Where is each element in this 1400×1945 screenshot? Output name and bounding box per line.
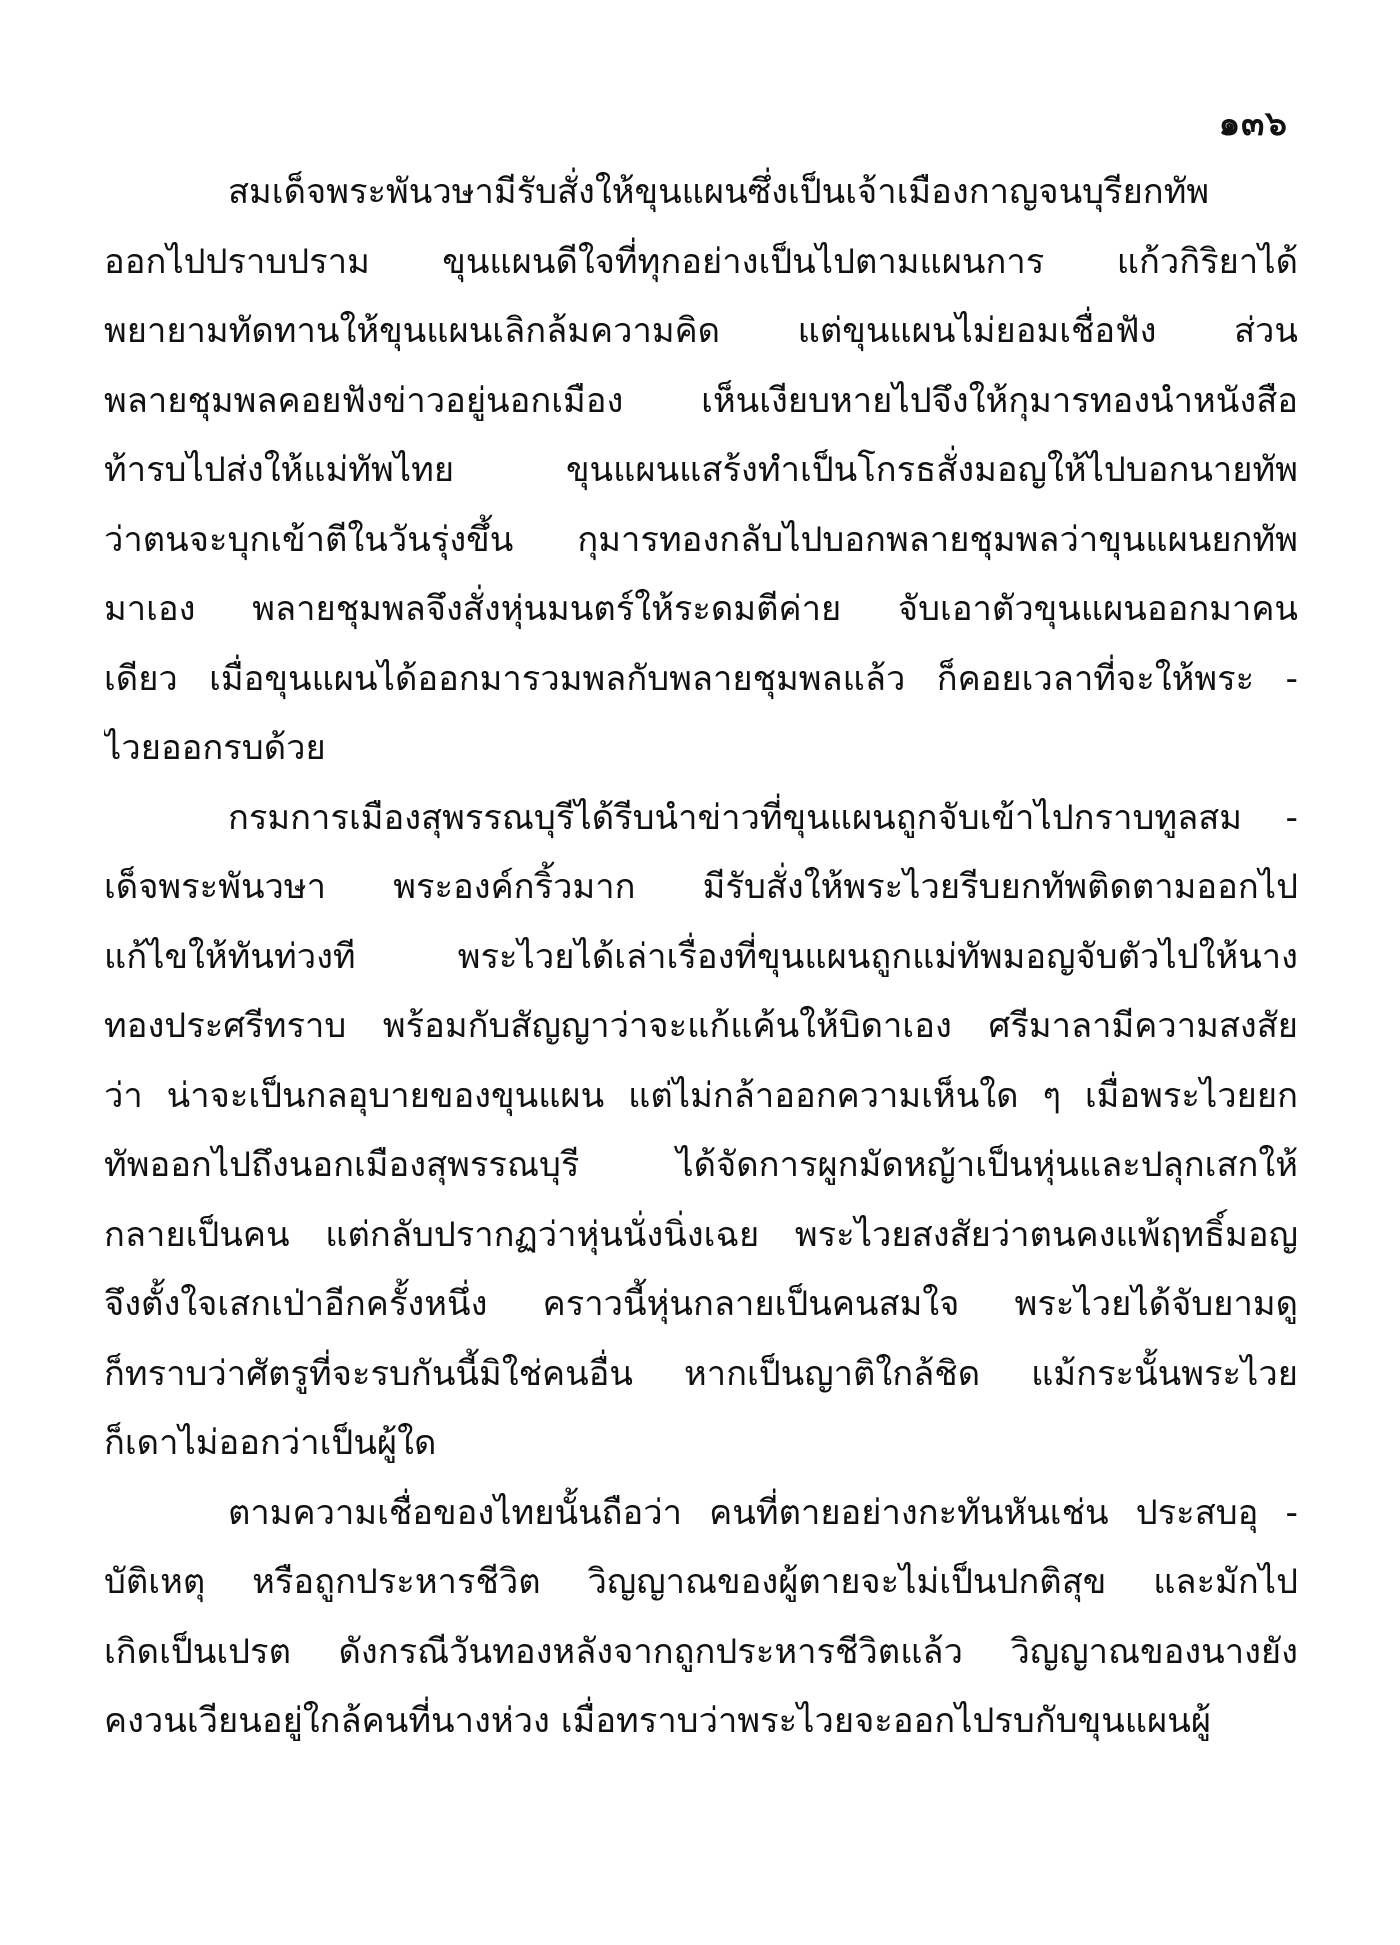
text-line: กรมการเมืองสุพรรณบุรีได้รีบนำข่าวที่ขุนแผนถูกจับเข้าไปกราบทูลสม - <box>228 797 1298 838</box>
text-line: ไวยออกรบด้วย <box>104 728 326 768</box>
text-line: มาเอง พลายชุมพลจึงสั่งหุ่นมนตร์ให้ระดมตีค่าย จับเอาตัวขุนแผนออกมาคน <box>104 589 1298 629</box>
page-number: ๑๓๖ <box>1218 104 1288 144</box>
text-line: ท้ารบไปส่งให้แม่ทัพไทย ขุนแผนแสร้งทำเป็นโกรธสั่งมอญให้ไปบอกนายทัพ <box>104 450 1298 490</box>
text-line: สมเด็จพระพันวษามีรับสั่งให้ขุนแผนซึ่งเป็นเจ้าเมืองกาญจนบุรียกทัพ <box>228 172 1210 212</box>
text-line: เกิดเป็นเปรต ดังกรณีวันทองหลังจากถูกประหารชีวิตแล้ว วิญญาณของนางยัง <box>104 1631 1298 1672</box>
body-text <box>104 158 1298 1757</box>
text-line: ตามความเชื่อของไทยนั้นถือว่า คนที่ตายอย่างกะทันหันเช่น ประสบอุ - <box>228 1492 1298 1533</box>
text-line: ก็ทราบว่าศัตรูที่จะรบกันนี้มิใช่คนอื่น หากเป็นญาติใกล้ชิด แม้กระนั้นพระไวย <box>104 1353 1298 1394</box>
text-line: แก้ไขให้ทันท่วงที พระไวยได้เล่าเรื่องที่ขุนแผนถูกแม่ทัพมอญจับตัวไปให้นาง <box>104 936 1298 977</box>
paragraph <box>104 158 1298 784</box>
paragraph <box>104 1479 1298 1757</box>
paragraph <box>104 784 1298 1479</box>
text-line: ทองประศรีทราบ พร้อมกับสัญญาว่าจะแก้แค้นให้บิดาเอง ศรีมาลามีความสงสัย <box>104 1006 1298 1046</box>
text-line: บัติเหตุ หรือถูกประหารชีวิต วิญญาณของผู้ตายจะไม่เป็นปกติสุข และมักไป <box>104 1562 1298 1602</box>
text-line: พยายามทัดทานให้ขุนแผนเลิกล้มความคิด แต่ขุนแผนไม่ยอมเชื่อฟัง ส่วน <box>104 311 1298 351</box>
text-line: เดียว เมื่อขุนแผนได้ออกมารวมพลกับพลายชุมพลแล้ว ก็คอยเวลาที่จะให้พระ - <box>104 658 1298 699</box>
text-line: ทัพออกไปถึงนอกเมืองสุพรรณบุรี ได้จัดการผูกมัดหญ้าเป็นหุ่นและปลุกเสกให้ <box>104 1145 1298 1185</box>
text-line: จึงตั้งใจเสกเป่าอีกครั้งหนึ่ง คราวนี้หุ่นกลายเป็นคนสมใจ พระไวยได้จับยามดู <box>104 1284 1298 1324</box>
text-line: ก็เดาไม่ออกว่าเป็นผู้ใด <box>104 1423 437 1463</box>
text-line: คงวนเวียนอยู่ใกล้คนที่นางห่วง เมื่อทราบว่าพระไวยจะออกไปรบกับขุนแผนผู้ <box>104 1701 1212 1741</box>
text-line: ออกไปปราบปราม ขุนแผนดีใจที่ทุกอย่างเป็นไปตามแผนการ แก้วกิริยาได้ <box>104 241 1298 282</box>
text-line: เด็จพระพันวษา พระองค์กริ้วมาก มีรับสั่งให้พระไวยรีบยกทัพติดตามออกไป <box>104 867 1298 907</box>
text-line: ว่า น่าจะเป็นกลอุบายของขุนแผน แต่ไม่กล้าออกความเห็นใด ๆ เมื่อพระไวยยก <box>104 1075 1298 1116</box>
text-line: ว่าตนจะบุกเข้าตีในวันรุ่งขึ้น กุมารทองกลับไปบอกพลายชุมพลว่าขุนแผนยกทัพ <box>104 519 1298 560</box>
text-line: กลายเป็นคน แต่กลับปรากฏว่าหุ่นนั่งนิ่งเฉย พระไวยสงสัยว่าตนคงแพ้ฤทธิ์มอญ <box>104 1214 1298 1255</box>
text-line: พลายชุมพลคอยฟังข่าวอยู่นอกเมือง เห็นเงียบหายไปจึงให้กุมารทองนำหนังสือ <box>104 380 1298 421</box>
